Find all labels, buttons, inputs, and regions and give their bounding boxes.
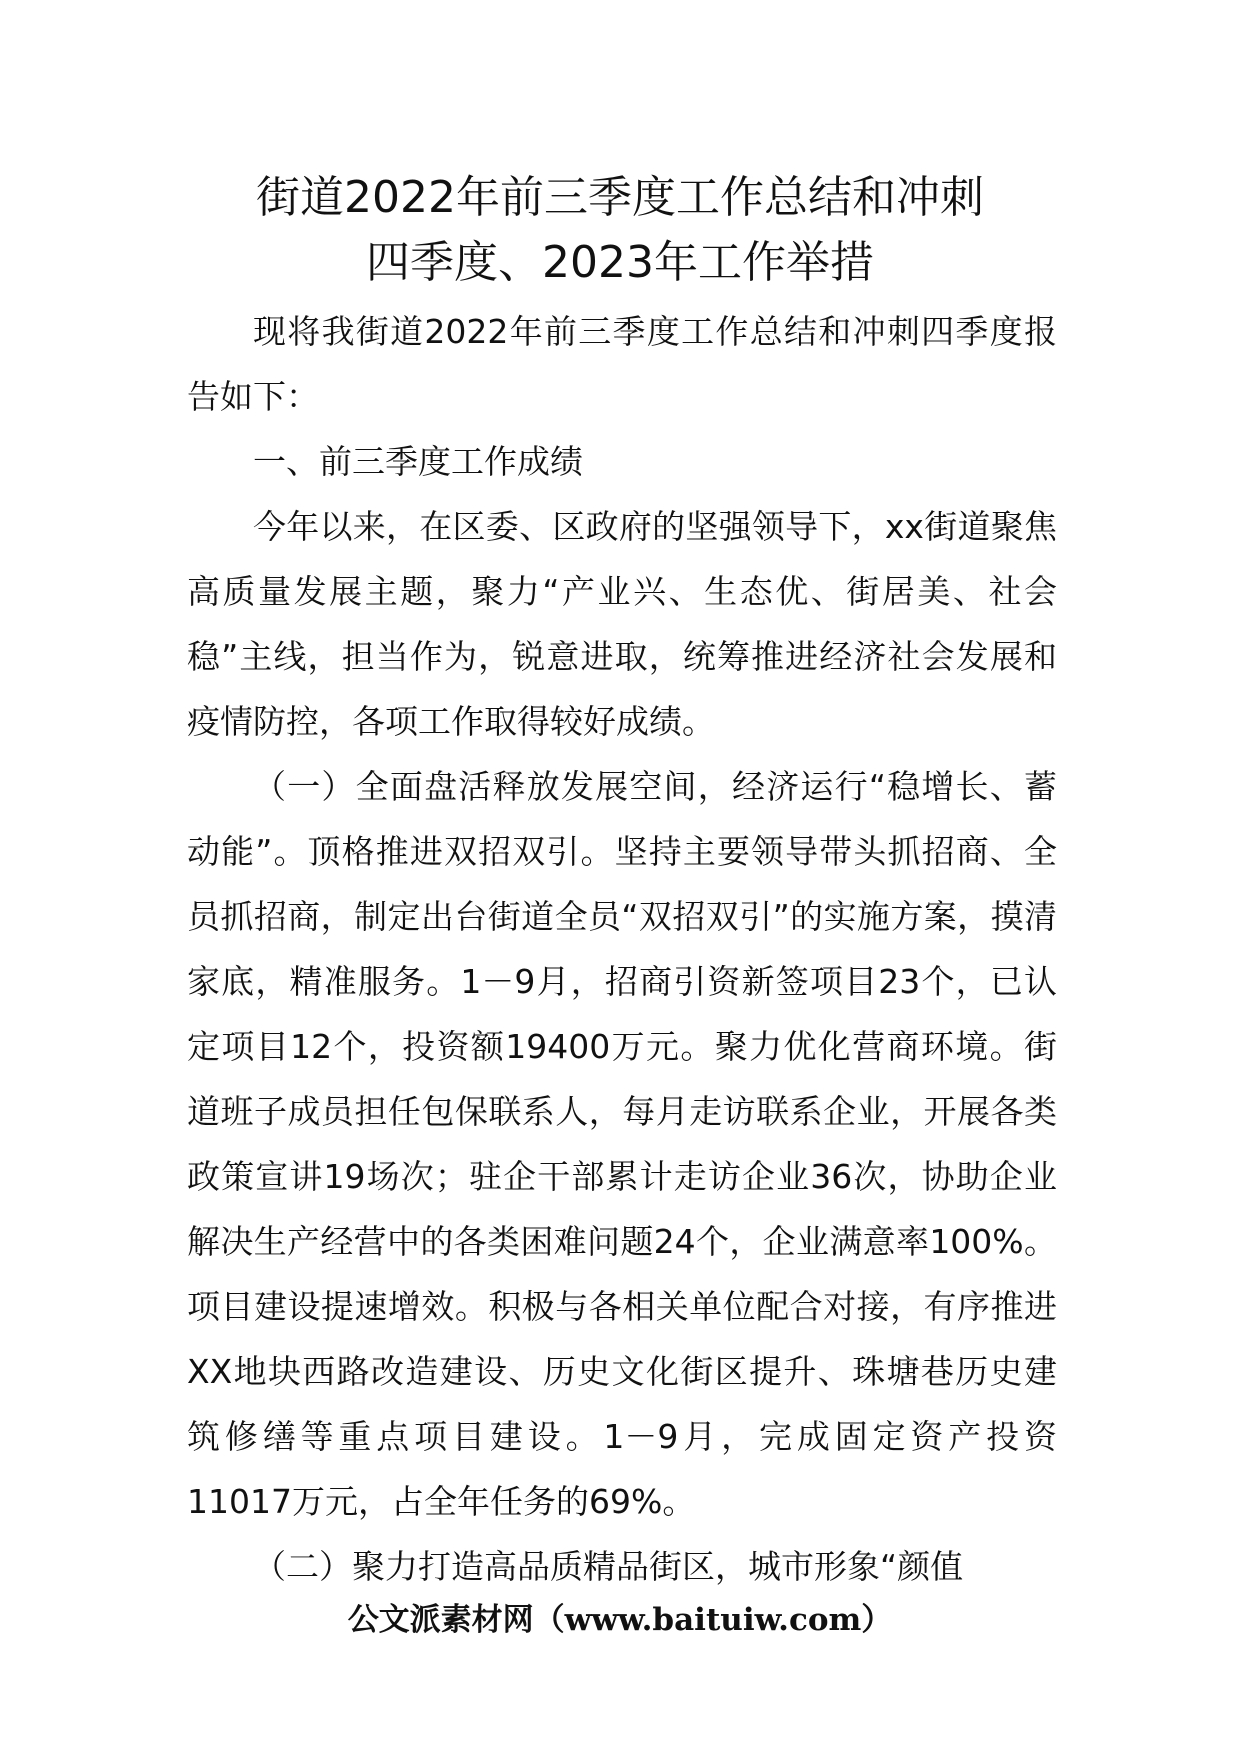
section-heading: 一、前三季度工作成绩: [253, 442, 583, 481]
footer-watermark: 公文派素材网（www.baituiw.com）: [347, 1602, 893, 1638]
document-body: [187, 299, 1057, 1599]
body-paragraph: （二）聚力打造高品质精品街区，城市形象“颜值: [253, 1547, 964, 1586]
document-title-line-1: 街道2022年前三季度工作总结和冲刺: [256, 172, 984, 223]
intro-paragraph: 现将我街道2022年前三季度工作总结和冲刺四季度报告如下：: [187, 312, 1057, 416]
document-title-line-2: 四季度、2023年工作举措: [366, 237, 874, 288]
body-paragraph: （一）全面盘活释放发展空间，经济运行“稳增长、蓄动能”。顶格推进双招双引。坚持主要领导带头抓招商、全员抓招商，制定出台街道全员“双招双引”的实施方案，摸清家底，精准服务。1－9月，招商引资新签项目23个，已认定项目12个，投资额19400万元。聚力优化营商环境。街道班子成员担任包保联系人，每月走访联系企业，开展各类政策宣讲19场次；驻企干部累计走访企业36次，协助企业解决生产经营中的各类困难问题24个，企业满意率100%。项目建设提速增效。积极与各相关单位配合对接，有序推进XX地块西路改造建设、历史文化街区提升、珠塘巷历史建筑修缮等重点项目建设。1－9月，完成固定资产投资11017万元，占全年任务的69%。: [187, 767, 1057, 1521]
body-paragraph: 今年以来，在区委、区政府的坚强领导下，xx街道聚焦高质量发展主题，聚力“产业兴、生态优、街居美、社会稳”主线，担当作为，锐意进取，统筹推进经济社会发展和疫情防控，各项工作取得较好成绩。: [187, 507, 1057, 741]
